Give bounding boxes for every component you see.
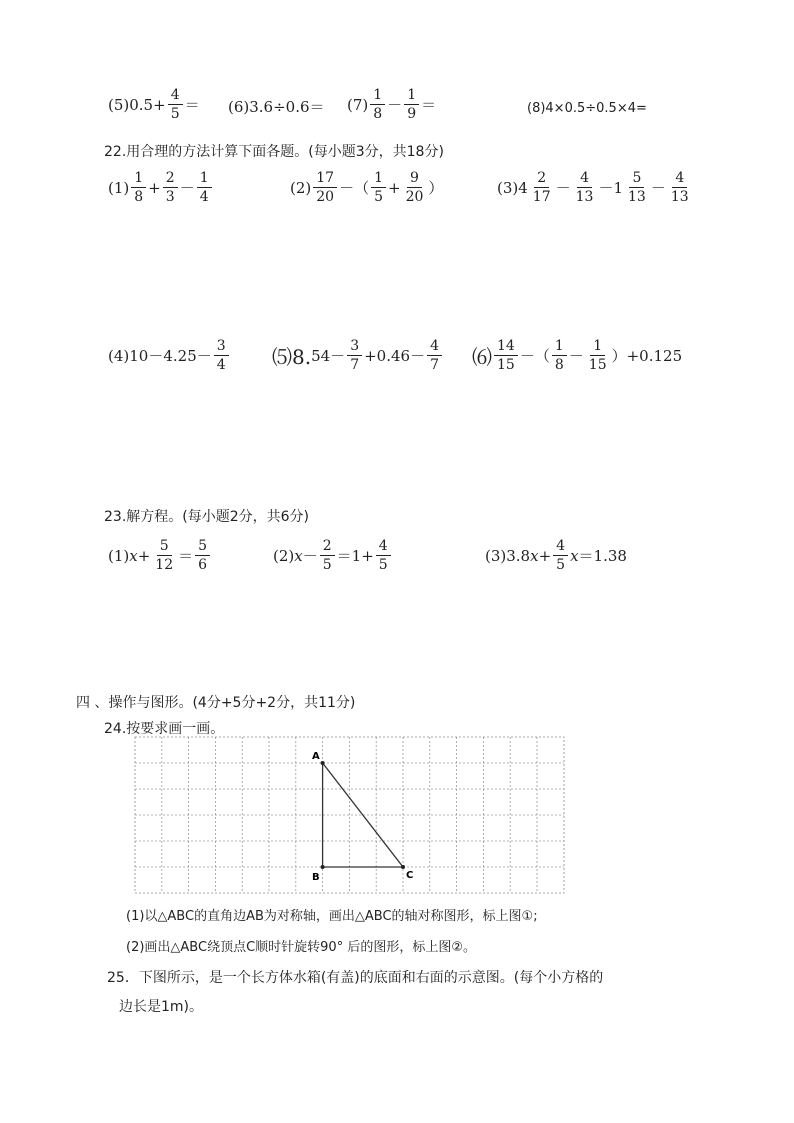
fraction: $\frac{4}{5}$ <box>553 538 568 573</box>
fraction: $\frac{1}{4}$ <box>197 170 212 205</box>
fraction: $\frac{3}{4}$ <box>214 338 229 373</box>
fraction: $\frac{1}{8}$ <box>370 87 385 122</box>
question-25-line-1: 25．下图所示，是一个长方体水箱(有盖)的底面和右面的示意图。(每个小方格的 <box>107 970 604 986</box>
problem-22-6: ⑹ $\frac{14}{15}$ －（ $\frac{1}{8}$ － $\frac{1}{15}$ ）+0.125 <box>472 338 683 374</box>
problem-22-4: (4)10－4.25－ $\frac{3}{4}$ <box>108 338 231 373</box>
fraction: $\frac{5}{13}$ <box>628 170 646 206</box>
section-4-title: 四 、操作与图形。(4分+5分+2分，共11分) <box>76 695 356 711</box>
fraction: $\frac{1}{5}$ <box>371 170 386 205</box>
fraction: $\frac{4}{7}$ <box>427 338 442 373</box>
fraction: $\frac{4}{5}$ <box>168 87 183 122</box>
fraction: $\frac{9}{20}$ <box>405 170 424 206</box>
problem-21-5: (5) 0.5+ $\frac{4}{5}$ ＝ <box>108 87 200 123</box>
question-24-task-2: (2)画出△ABC绕顶点C顺时针旋转90° 后的图形，标上图②。 <box>126 940 476 955</box>
fraction: $\frac{4}{13}$ <box>670 170 689 206</box>
fraction: $\frac{5}{12}$ <box>155 538 174 574</box>
fraction: $\frac{2}{17}$ <box>532 170 551 206</box>
fraction: $\frac{14}{15}$ <box>494 338 518 373</box>
problem-22-5: ⑸8. 54－ $\frac{3}{7}$ +0.46－ $\frac{4}{7}$ <box>272 338 444 373</box>
problem-23-3: (3)3.8 x + $\frac{4}{5}$ x ＝1.38 <box>485 538 627 574</box>
triangle-abc <box>323 763 403 867</box>
fraction: $\frac{2}{3}$ <box>163 170 178 205</box>
triangle-grid[interactable] <box>134 736 566 896</box>
question-22-title: 22.用合理的方法计算下面各题。(每小题3分，共18分) <box>104 144 444 160</box>
fraction: $\frac{3}{7}$ <box>347 338 362 373</box>
fraction: $\frac{1}{8}$ <box>131 170 146 205</box>
question-24-title: 24.按要求画一画。 <box>104 721 225 737</box>
problem-22-2: (2) $\frac{17}{20}$ －（ $\frac{1}{5}$ + $\frac{9}{20}$ ） <box>290 170 444 206</box>
problem-22-3: (3)4 $\frac{2}{17}$ － $\frac{4}{13}$ －1 $\frac{5}{13}$ － $\frac{4}{13}$ <box>497 170 694 205</box>
problem-23-1: (1) x + $\frac{5}{12}$ ＝ $\frac{5}{6}$ <box>108 538 212 573</box>
question-24-task-1: (1)以△ABC的直角边AB为对称轴，画出△ABC的轴对称图形，标上图①; <box>126 909 538 924</box>
problem-21-6: (6)3.6÷0.6＝ <box>228 98 325 116</box>
question-25-line-2: 边长是1m)。 <box>119 999 204 1015</box>
problem-23-2: (2) x － $\frac{2}{5}$ ＝1+ $\frac{4}{5}$ <box>273 538 393 573</box>
fraction: $\frac{4}{13}$ <box>575 170 594 206</box>
problem-21-7: (7) $\frac{1}{8}$ － $\frac{1}{9}$ ＝ <box>347 87 437 123</box>
point-c <box>401 865 405 869</box>
label-b: B <box>312 872 320 883</box>
point-a <box>321 761 325 765</box>
label-a: A <box>312 751 320 762</box>
problem-21-8: (8)4×0.5÷0.5×4= <box>527 101 647 116</box>
label-c: C <box>406 870 414 881</box>
point-b <box>321 865 325 869</box>
fraction: $\frac{1}{15}$ <box>588 338 607 374</box>
fraction: $\frac{5}{6}$ <box>195 538 210 573</box>
fraction: $\frac{17}{20}$ <box>313 170 337 205</box>
problem-22-1: (1) $\frac{1}{8}$ + $\frac{2}{3}$ － $\frac{1}{4}$ <box>108 170 214 205</box>
fraction: $\frac{2}{5}$ <box>320 538 335 573</box>
question-23-title: 23.解方程。(每小题2分，共6分) <box>104 509 310 525</box>
fraction: $\frac{1}{9}$ <box>404 87 419 122</box>
fraction: $\frac{4}{5}$ <box>376 538 391 573</box>
fraction: $\frac{1}{8}$ <box>552 338 567 373</box>
